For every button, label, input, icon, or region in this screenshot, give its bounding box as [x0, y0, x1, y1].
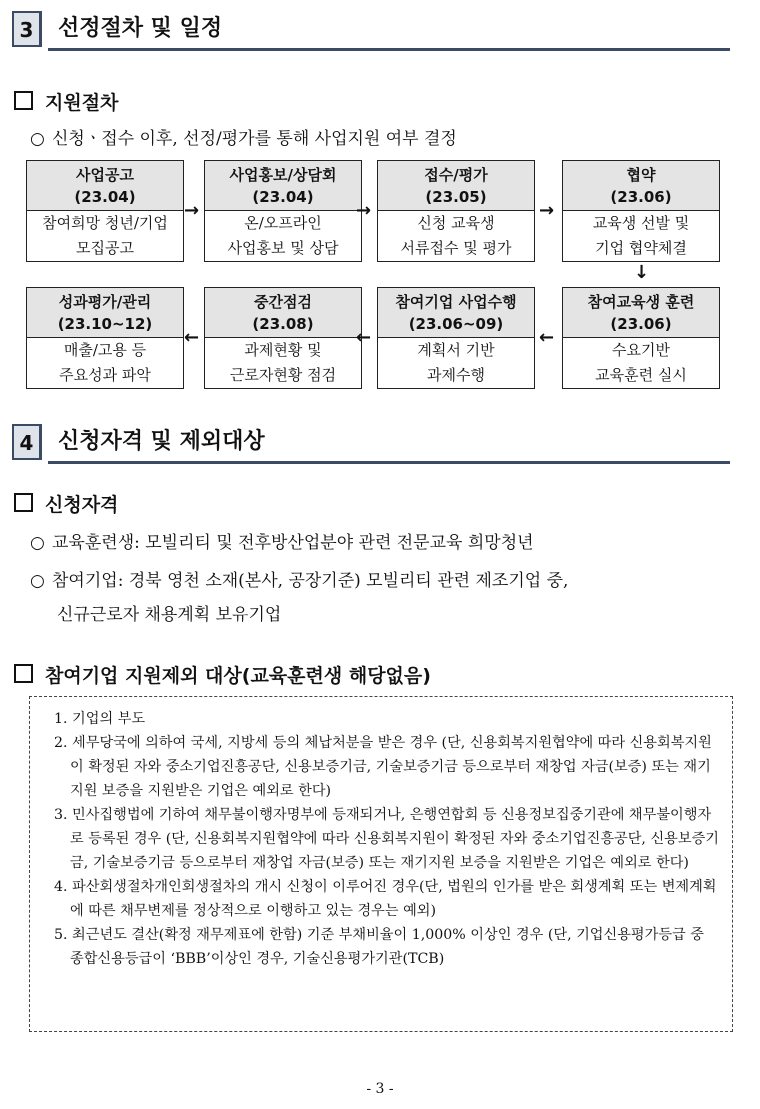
circle-bullet-icon: ○	[30, 571, 45, 591]
flow-step-4: 협약 (23.06) 교육생 선발 및 기업 협약체결	[562, 160, 720, 262]
subheading-exclusion: 참여기업 지원제외 대상(교육훈련생 해당없음)	[14, 661, 431, 688]
bullet-item: ○ 교육훈련생: 모빌리티 및 전후방산업분야 관련 전문교육 희망청년	[30, 533, 534, 553]
checkbox-square-icon	[14, 493, 33, 512]
flow-step-5: 참여교육생 훈련 (23.06) 수요기반 교육훈련 실시	[562, 287, 720, 389]
section-number: 3	[12, 11, 42, 47]
arrow-right-icon: →	[184, 200, 200, 221]
section-title: 신청자격 및 제외대상	[58, 429, 265, 454]
arrow-right-icon: →	[539, 200, 555, 221]
arrow-down-icon: ↓	[634, 262, 650, 283]
bullet-continuation: 신규근로자 채용계획 보유기업	[57, 605, 282, 625]
flow-step-3: 접수/평가 (23.05) 신청 교육생 서류접수 및 평가	[377, 160, 535, 262]
section-number: 4	[12, 424, 42, 460]
page-number: - 3 -	[366, 1081, 394, 1097]
arrow-right-icon: →	[356, 200, 372, 221]
checkbox-square-icon	[14, 664, 33, 683]
circle-bullet-icon: ○	[30, 129, 45, 149]
subheading-support-procedure: 지원절차	[14, 88, 118, 115]
exclusion-item: 1. 기업의 부도	[54, 711, 146, 727]
exclusion-item: 2. 세무당국에 의하여 국세, 지방세 등의 체납처분을 받은 경우 (단, 신용회복지원협약에 따라 신용회복지원이 확정된 자와 중소기업진흥공단, 신용보증기금, 기술보증기금 등으로부터 재창업 자금(보증) 또는 재기지원 보증을 지원받은 기업은 예외로 한다)	[54, 735, 712, 799]
section-rule	[48, 48, 730, 51]
exclusion-item: 3. 민사집행법에 기하여 채무불이행자명부에 등재되거나, 은행연합회 등 신용정보집중기관에 채무불이행자로 등록된 경우 (단, 신용회복지원협약에 따라 신용회복지원이 확정된 자와 중소기업진흥공단, 신용보증기금, 기술보증기금 등으로부터 재창업 자금(보증) 또는 재기지원 보증을 지원받은 기업은 예외로 한다)	[54, 807, 719, 871]
section-4-header	[12, 424, 730, 464]
flow-step-7: 중간점검 (23.08) 과제현황 및 근로자현황 점검	[204, 287, 362, 389]
exclusion-item: 4. 파산회생절차개인회생절차의 개시 신청이 이루어진 경우(단, 법원의 인가를 받은 회생계획 또는 변제계획에 따른 채무변제를 정상적으로 이행하고 있는 경우는 예외)	[54, 879, 717, 919]
bullet-item: ○ 신청ㆍ접수 이후, 선정/평가를 통해 사업지원 여부 결정	[30, 129, 457, 149]
arrow-left-icon: ←	[184, 327, 200, 348]
section-title: 선정절차 및 일정	[58, 16, 223, 41]
flow-step-8: 성과평가/관리 (23.10~12) 매출/고용 등 주요성과 파악	[26, 287, 184, 389]
section-rule	[48, 461, 730, 464]
section-3-header	[12, 11, 730, 51]
exclusion-item: 5. 최근년도 결산(확정 재무제표에 한함) 기준 부채비율이 1,000% 이상인 경우 (단, 기업신용평가등급 중 종합신용등급이 ‘BBB’이상인 경우, 기술신용평가기관(TCB)	[54, 927, 704, 967]
flow-step-2: 사업홍보/상담회 (23.04) 온/오프라인 사업홍보 및 상담	[204, 160, 362, 262]
arrow-left-icon: ←	[539, 327, 555, 348]
circle-bullet-icon: ○	[30, 533, 45, 553]
flow-step-1: 사업공고 (23.04) 참여희망 청년/기업 모집공고	[26, 160, 184, 262]
bullet-item: ○ 참여기업: 경북 영천 소재(본사, 공장기준) 모빌리티 관련 제조기업 중,	[30, 571, 569, 591]
checkbox-square-icon	[14, 91, 33, 110]
subheading-eligibility: 신청자격	[14, 490, 118, 517]
arrow-left-icon: ←	[356, 327, 372, 348]
flow-step-6: 참여기업 사업수행 (23.06~09) 계획서 기반 과제수행	[377, 287, 535, 389]
exclusion-list-box	[29, 696, 733, 1032]
